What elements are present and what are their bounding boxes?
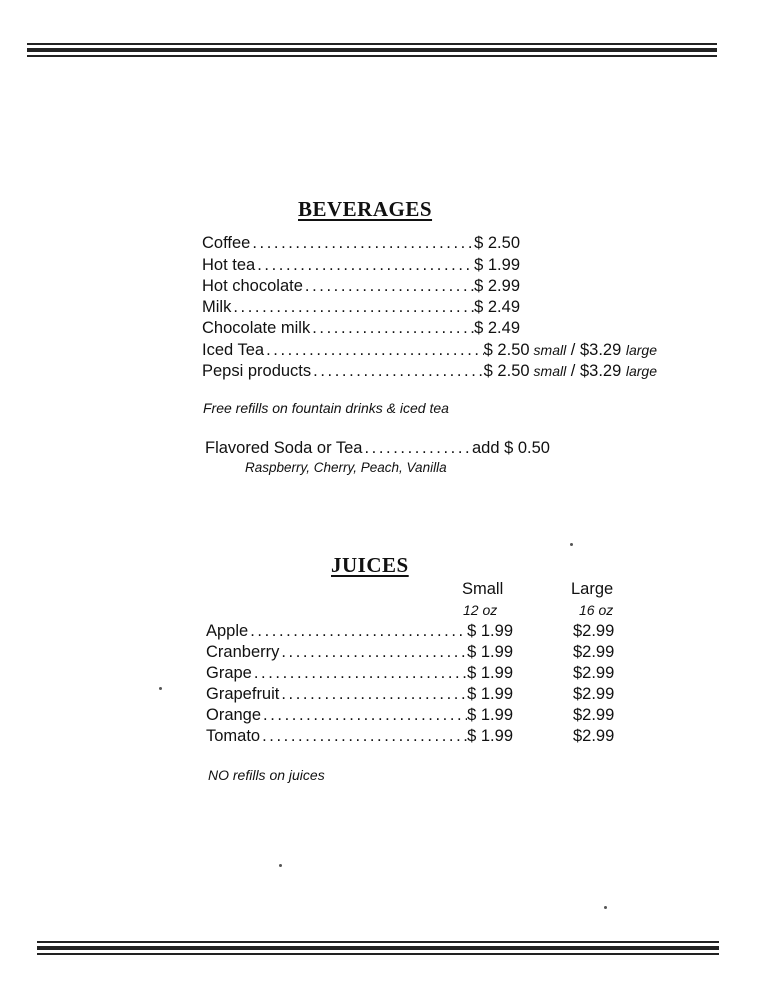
dot-leader [250, 622, 467, 641]
item-price: $ 2.49 [474, 298, 520, 316]
size-label-large: large [625, 363, 657, 379]
large-column-header: Large [571, 580, 614, 598]
large-price: $2.99 [573, 664, 615, 682]
item-name: Cranberry [206, 643, 280, 661]
dot-leader [281, 685, 467, 704]
dot-leader [364, 439, 472, 458]
size-label-small: small [533, 363, 567, 379]
menu-item [202, 298, 520, 319]
menu-item [202, 277, 520, 298]
small-column-header: Small [462, 580, 504, 598]
dot-leader [305, 277, 474, 296]
menu-item [202, 256, 520, 277]
juice-item [206, 685, 513, 706]
item-name: Hot tea [202, 256, 256, 274]
small-price: $ 1.99 [467, 706, 513, 724]
scan-speck [570, 543, 573, 546]
juice-item [206, 706, 513, 727]
size-label-small: small [533, 342, 567, 358]
dot-leader [252, 234, 474, 253]
dot-leader [312, 319, 474, 338]
dot-leader [281, 643, 467, 662]
item-price: $ 2.50 [474, 234, 520, 252]
item-price: add $ 0.50 [472, 439, 550, 457]
scan-speck [604, 906, 607, 909]
menu-item [202, 341, 657, 362]
small-price: $ 1.99 [467, 664, 513, 682]
small-size: 12 oz [463, 602, 498, 618]
item-name: Orange [206, 706, 262, 724]
beverages-heading: BEVERAGES [298, 197, 433, 221]
top-divider [27, 43, 717, 57]
large-price: / $3.29 [566, 362, 626, 380]
large-size: 16 oz [579, 602, 614, 618]
small-price: $ 1.99 [467, 622, 513, 640]
scan-speck [159, 687, 162, 690]
size-label-large: large [625, 342, 657, 358]
item-price: $ 2.49 [474, 319, 520, 337]
item-name: Grape [206, 664, 252, 682]
menu-item [202, 319, 520, 340]
item-price: $ 2.99 [474, 277, 520, 295]
juice-item [206, 664, 513, 685]
juices-heading: JUICES [331, 553, 409, 577]
item-name: Apple [206, 622, 249, 640]
juice-item [206, 643, 513, 664]
scan-speck [279, 864, 282, 867]
item-name: Flavored Soda or Tea [205, 439, 363, 457]
item-name: Milk [202, 298, 232, 316]
item-price: $ 2.50 [483, 341, 530, 359]
dot-leader [257, 256, 474, 275]
flavor-list: Raspberry, Cherry, Peach, Vanilla [245, 460, 447, 475]
dot-leader [254, 664, 467, 683]
small-price: $ 1.99 [467, 727, 513, 745]
item-name: Chocolate milk [202, 319, 311, 337]
dot-leader [233, 298, 474, 317]
large-price: $2.99 [573, 622, 615, 640]
large-price: $2.99 [573, 643, 615, 661]
small-price: $ 1.99 [467, 643, 513, 661]
item-name: Grapefruit [206, 685, 280, 703]
item-name: Hot chocolate [202, 277, 303, 295]
large-price: $2.99 [573, 706, 615, 724]
bottom-divider [37, 941, 719, 955]
dot-leader [266, 341, 484, 360]
item-name: Pepsi products [202, 362, 312, 380]
small-price: $ 1.99 [467, 685, 513, 703]
item-price: $ 2.50 [483, 362, 530, 380]
menu-item [202, 234, 520, 255]
item-name: Tomato [206, 727, 261, 745]
large-price: $2.99 [573, 727, 615, 745]
large-price: / $3.29 [566, 341, 626, 359]
item-name: Iced Tea [202, 341, 265, 359]
menu-item [202, 362, 657, 383]
item-price: $ 1.99 [474, 256, 520, 274]
flavored-item [205, 439, 550, 460]
juice-refill-note: NO refills on juices [208, 767, 325, 783]
juice-item [206, 727, 513, 748]
refill-note: Free refills on fountain drinks & iced tea [203, 400, 449, 416]
large-price: $2.99 [573, 685, 615, 703]
dot-leader [262, 727, 467, 746]
dot-leader [263, 706, 467, 725]
item-name: Coffee [202, 234, 251, 252]
juice-item [206, 622, 513, 643]
size-options [534, 362, 657, 381]
dot-leader [313, 362, 484, 381]
size-options [534, 341, 657, 360]
